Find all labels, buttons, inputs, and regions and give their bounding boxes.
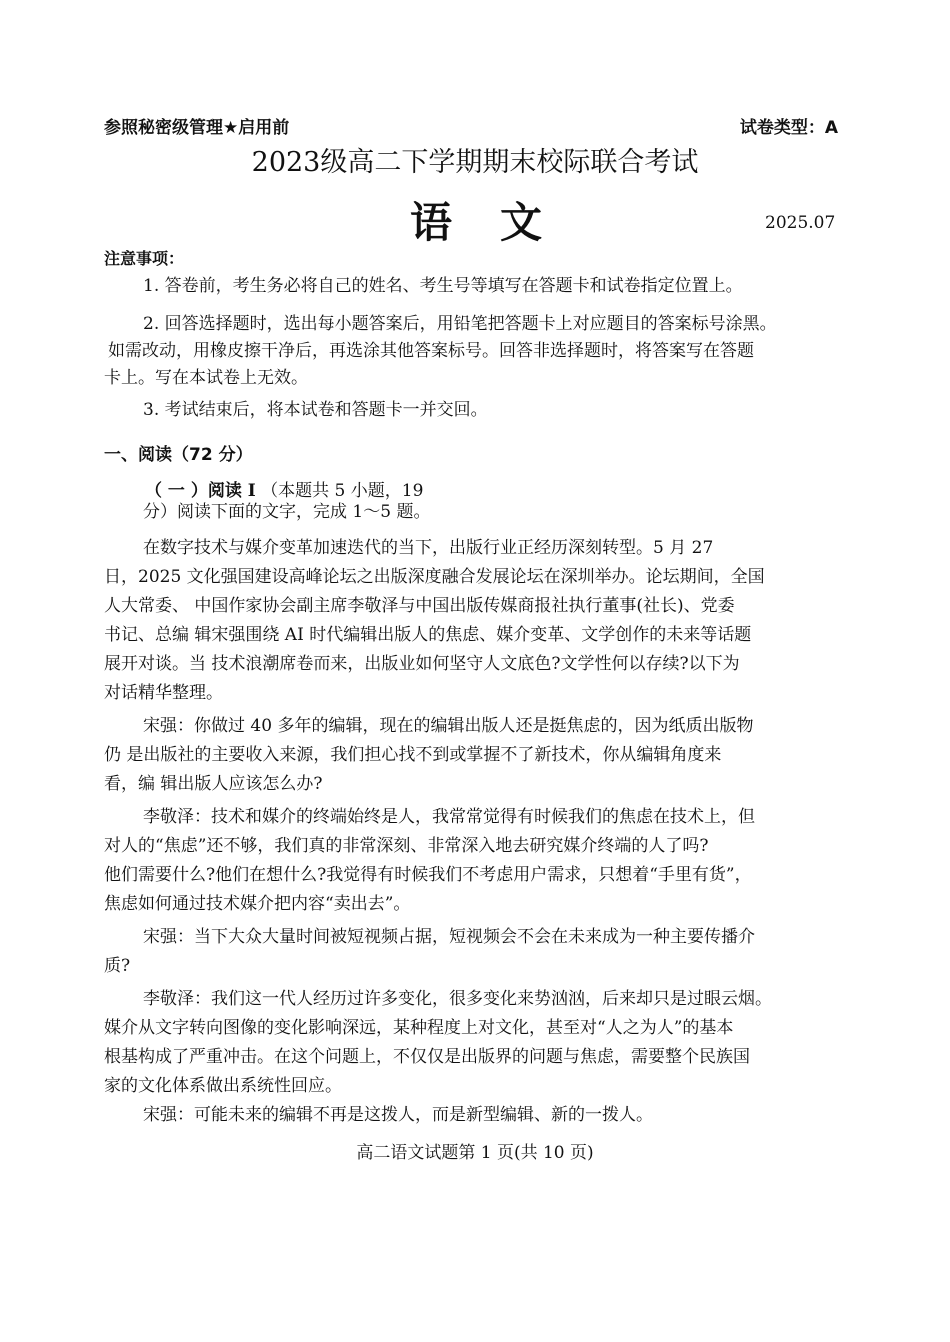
passage-line: 李敬泽：我们这一代人经历过许多变化，很多变化来势汹汹，后来却只是过眼云烟。 — [143, 989, 772, 1009]
notice-line: 如需改动，用橡皮擦干净后，再选涂其他答案标号。回答非选择题时，将答案写在答题 — [108, 341, 754, 361]
passage-line: 日，2025 文化强国建设高峰论坛之出版深度融合发展论坛在深圳举办。论坛期间，全国 — [104, 567, 765, 587]
passage-line: 在数字技术与媒介变革加速迭代的当下，出版行业正经历深刻转型。5 月 27 — [143, 538, 714, 558]
notice-title: 注意事项： — [104, 249, 185, 268]
passage-line: 李敬泽：技术和媒介的终端始终是人，我常常觉得有时候我们的焦虑在技术上，但 — [143, 807, 755, 827]
passage-line: 他们需要什么?他们在想什么?我觉得有时候我们不考虑用户需求，只想着“手里有货”， — [104, 865, 752, 885]
passage-line: 宋强：当下大众大量时间被短视频占据，短视频会不会在未来成为一种主要传播介 — [143, 927, 755, 947]
paper-type-label: 试卷类型：A — [739, 118, 838, 138]
passage-line: 宋强：你做过 40 多年的编辑，现在的编辑出版人还是挺焦虑的，因为纸质出版物 — [143, 716, 754, 736]
passage-line: 仍 是出版社的主要收入来源，我们担心找不到或掌握不了新技术，你从编辑角度来 — [104, 745, 722, 765]
exam-title: 2023级高二下学期期末校际联合考试 — [251, 147, 699, 178]
subsection-title: （ 一 ）阅读 I — [145, 481, 256, 501]
notice-line: 卡上。写在本试卷上无效。 — [104, 368, 308, 388]
passage-line: 对人的“焦虑”还不够，我们真的非常深刻、非常深入地去研究媒介终端的人了吗? — [104, 836, 709, 856]
passage-line: 家的文化体系做出系统性回应。 — [104, 1076, 342, 1096]
passage-line: 看，编 辑出版人应该怎么办? — [104, 774, 323, 794]
passage-line: 展开对谈。当 技术浪潮席卷而来，出版业如何坚守人文底色?文学性何以存续?以下为 — [104, 654, 740, 674]
confidential-label: 参照秘密级管理★启用前 — [104, 118, 290, 138]
passage-line: 焦虑如何通过技术媒介把内容“卖出去”。 — [104, 894, 411, 914]
passage-line: 对话精华整理。 — [104, 683, 223, 703]
passage-line: 书记、总编 辑宋强围绕 AI 时代编辑出版人的焦虑、媒介变革、文学创作的未来等话题 — [104, 625, 752, 645]
notice-line: 1. 答卷前，考生务必将自己的姓名、考生号等填写在答题卡和试卷指定位置上。 — [143, 276, 743, 296]
notice-line: 3. 考试结束后，将本试卷和答题卡一并交回。 — [143, 400, 488, 420]
passage-line: 人大常委、 中国作家协会副主席李敬泽与中国出版传媒商报社执行董事(社长)、党委 — [104, 596, 735, 616]
subsection-note: （本题共 5 小题，19 — [261, 481, 424, 501]
passage-line: 媒介从文字转向图像的变化影响深远，某种程度上对文化，甚至对“人之为人”的基本 — [104, 1018, 734, 1038]
section-title: 一、阅读（72 分） — [104, 445, 253, 465]
passage-line: 根基构成了严重冲击。在这个问题上，不仅仅是出版界的问题与焦虑，需要整个民族国 — [104, 1047, 750, 1067]
subject-title: 语文 — [410, 198, 591, 247]
passage-line: 宋强：可能未来的编辑不再是这拨人，而是新型编辑、新的一拨人。 — [143, 1105, 653, 1125]
notice-line: 2. 回答选择题时，选出每小题答案后，用铅笔把答题卡上对应题目的答案标号涂黑。 — [143, 314, 777, 334]
passage-line: 质? — [104, 956, 131, 976]
exam-date: 2025.07 — [765, 213, 836, 233]
page-footer: 高二语文试题第 1 页(共 10 页) — [356, 1143, 594, 1163]
subsection-instruction: 分）阅读下面的文字，完成 1～5 题。 — [143, 502, 431, 522]
